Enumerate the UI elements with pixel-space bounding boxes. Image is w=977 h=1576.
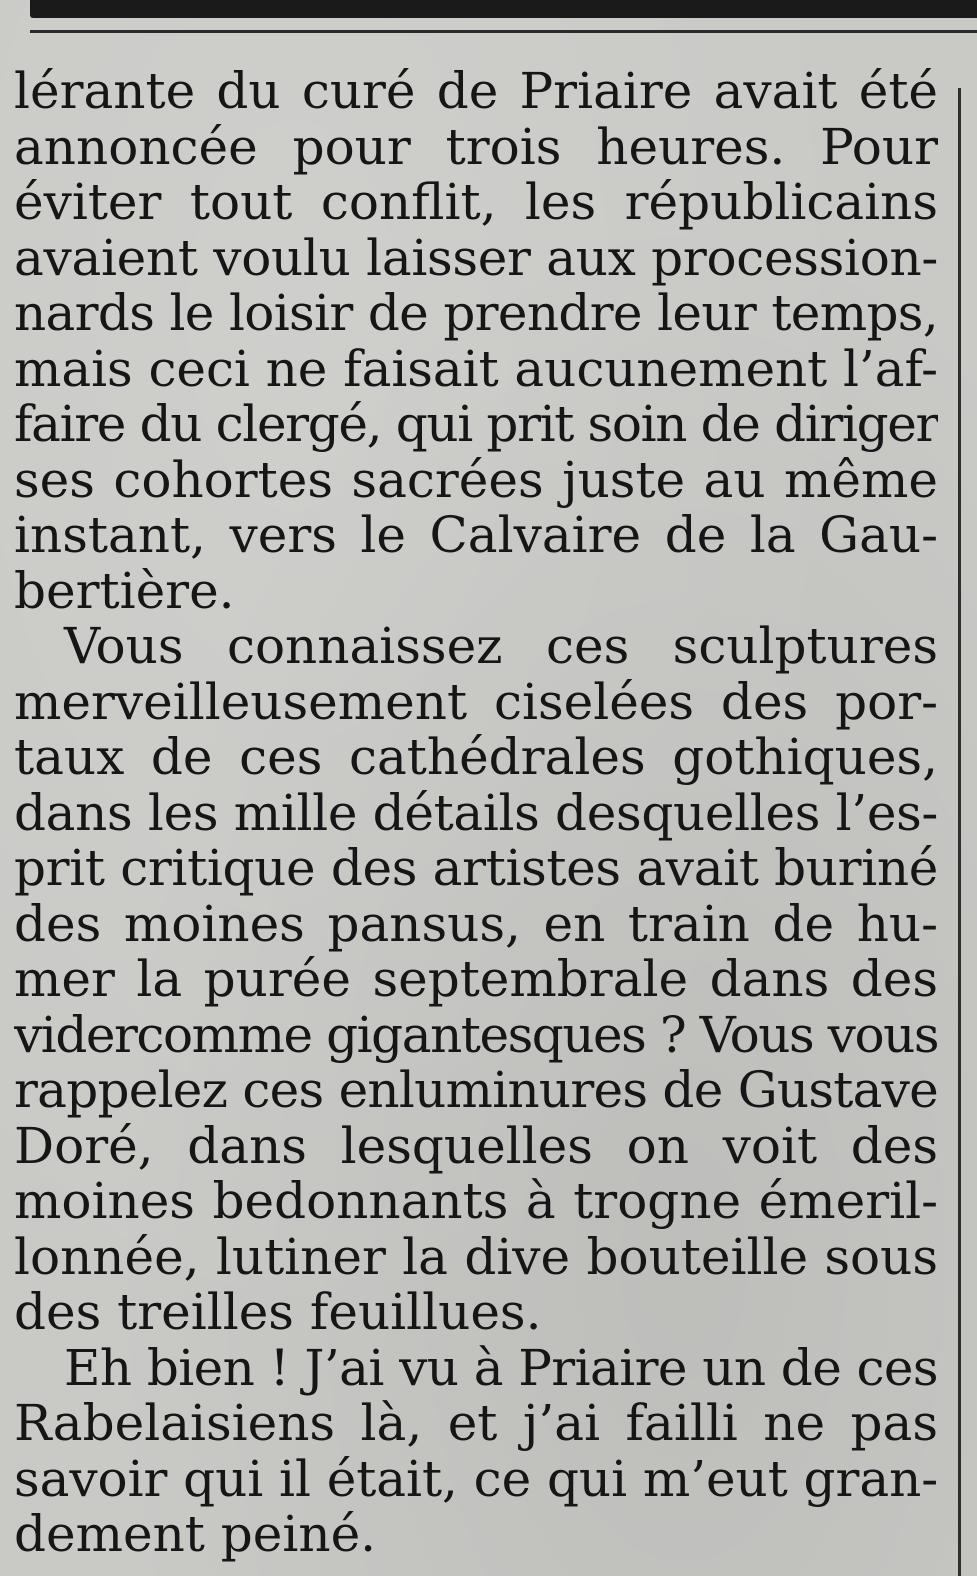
text-line: merveilleusement ciselées des por-	[14, 674, 938, 730]
text-line: faire du clergé, qui prit soin de diriger	[14, 397, 938, 453]
text-line: Doré, dans lesquelles on voit des	[14, 1118, 938, 1174]
text-line: Eh bien ! J’ai vu à Priaire un de ces	[64, 1340, 938, 1396]
text-line: instant, vers le Calvaire de la Gau-	[14, 508, 938, 564]
text-line: annoncée pour trois heures. Pour	[14, 119, 938, 175]
text-line: mais ceci ne faisait aucunement l’af-	[14, 341, 938, 397]
text-line: Vous connaissez ces sculptures	[64, 619, 938, 675]
top-thick-rule	[30, 0, 977, 18]
text-line: nards le loisir de prendre leur temps,	[14, 286, 938, 342]
text-line: Rabelaisiens là, et j’ai failli ne pas	[14, 1396, 938, 1452]
text-line: des treilles feuillues.	[14, 1285, 542, 1341]
text-line: bertière.	[14, 563, 235, 619]
text-line: mer la purée septembrale dans des	[14, 952, 938, 1008]
text-line: avaient voulu laisser aux procession-	[14, 230, 938, 286]
text-line: dans les mille détails desquelles l’es-	[14, 785, 938, 841]
text-line: taux de ces cathédrales gothiques,	[14, 730, 938, 786]
text-line: éviter tout conflit, les républicains	[14, 175, 938, 231]
text-line: lonnée, lutiner la dive bouteille sous	[14, 1229, 938, 1285]
text-line: prit critique des artistes avait buriné	[14, 841, 938, 897]
article-column	[14, 64, 938, 1563]
column-divider-rule	[958, 88, 961, 1576]
text-line: dement peiné.	[14, 1507, 377, 1563]
text-line: ses cohortes sacrées juste au même	[14, 452, 938, 508]
text-line: vidercomme gigantesques ? Vous vous	[14, 1007, 938, 1063]
text-line: moines bedonnants à trogne émeril-	[14, 1174, 938, 1230]
text-line: rappelez ces enluminures de Gustave	[14, 1063, 938, 1119]
text-line: des moines pansus, en train de hu-	[14, 896, 938, 952]
text-line: savoir qui il était, ce qui m’eut gran-	[14, 1451, 938, 1507]
top-thin-rule	[30, 30, 977, 33]
text-line: lérante du curé de Priaire avait été	[14, 64, 938, 120]
